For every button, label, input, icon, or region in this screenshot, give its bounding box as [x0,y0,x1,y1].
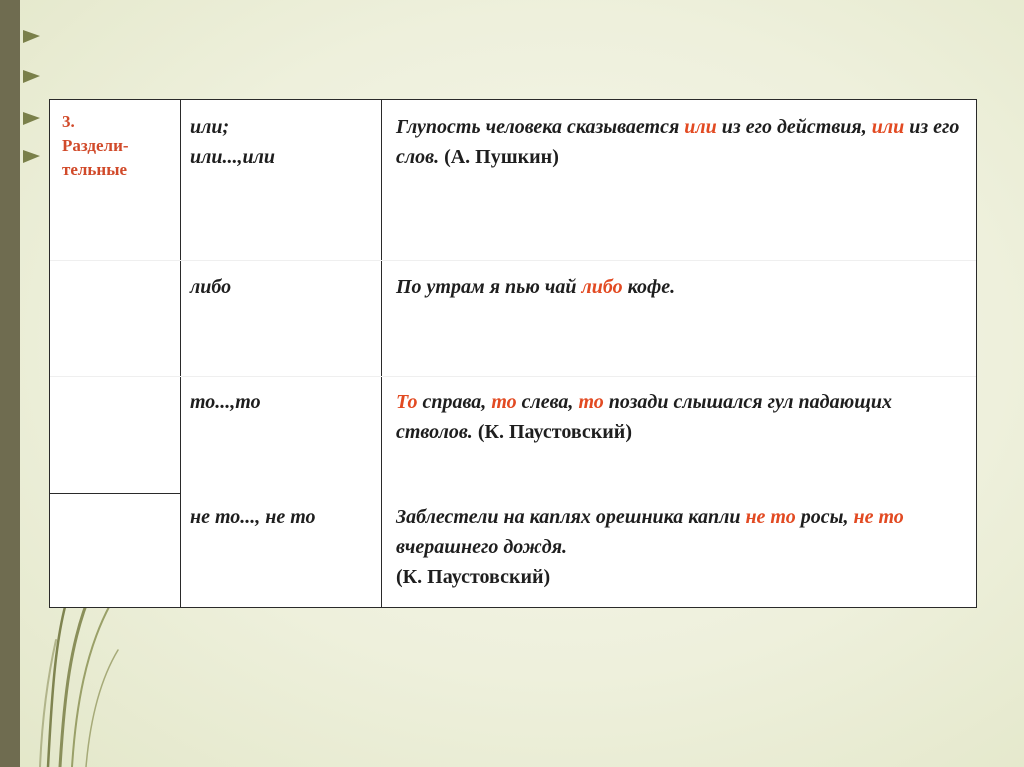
example-sentence [396,502,966,592]
conjunction-text: либо [190,276,232,298]
category-cell [62,110,172,182]
highlighted-conjunction: то [491,391,517,413]
author-attribution: (К. Паустовский) [477,421,632,443]
highlighted-conjunction: то [578,391,604,413]
category-line: 3. [62,112,75,131]
conjunction-text: или...,или [190,146,276,168]
conjunction-text: или; [190,116,230,138]
highlighted-conjunction: или [684,116,717,138]
sentence-text: Глупость человека сказывается [396,116,685,138]
highlighted-conjunction: не то [853,506,904,528]
row-divider [50,493,181,494]
row-guide [50,260,976,261]
highlighted-conjunction: либо [581,276,623,298]
row-guide [50,376,976,377]
highlighted-conjunction: или [871,116,905,138]
sentence-text: вчерашнего дождя. [396,536,568,558]
conjunction-text: то...,то [190,391,261,413]
conjunction-text: не то..., не то [190,506,316,528]
conjunction-cell [190,272,380,302]
sentence-text: Заблестели на каплях орешника капли [396,506,746,528]
conjunction-cell [190,502,380,532]
example-sentence [396,272,966,302]
sentence-text: из его действия, [716,116,872,138]
sentence-text: росы, [795,506,854,528]
sentence-text: кофе. [622,276,676,298]
column-divider [381,100,382,607]
sentence-text: слева, [516,391,579,413]
example-sentence [396,387,966,447]
author-attribution: (К. Паустовский) [396,566,551,588]
column-divider [180,100,181,607]
sentence-text: позади слышался гул падающих стволов. [396,391,892,443]
category-line: Раздели- [62,136,129,155]
conjunction-cell [190,387,380,417]
sentence-text: По утрам я пью чай [396,276,582,298]
sentence-text: из его слов. [396,116,960,168]
sentence-text: справа, [417,391,492,413]
highlighted-conjunction: не то [745,506,796,528]
highlighted-conjunction: То [396,391,418,413]
conjunction-table [49,99,977,608]
conjunction-cell [190,112,380,172]
author-attribution: (А. Пушкин) [444,146,559,168]
example-sentence [396,112,966,172]
category-line: тельные [62,160,128,179]
